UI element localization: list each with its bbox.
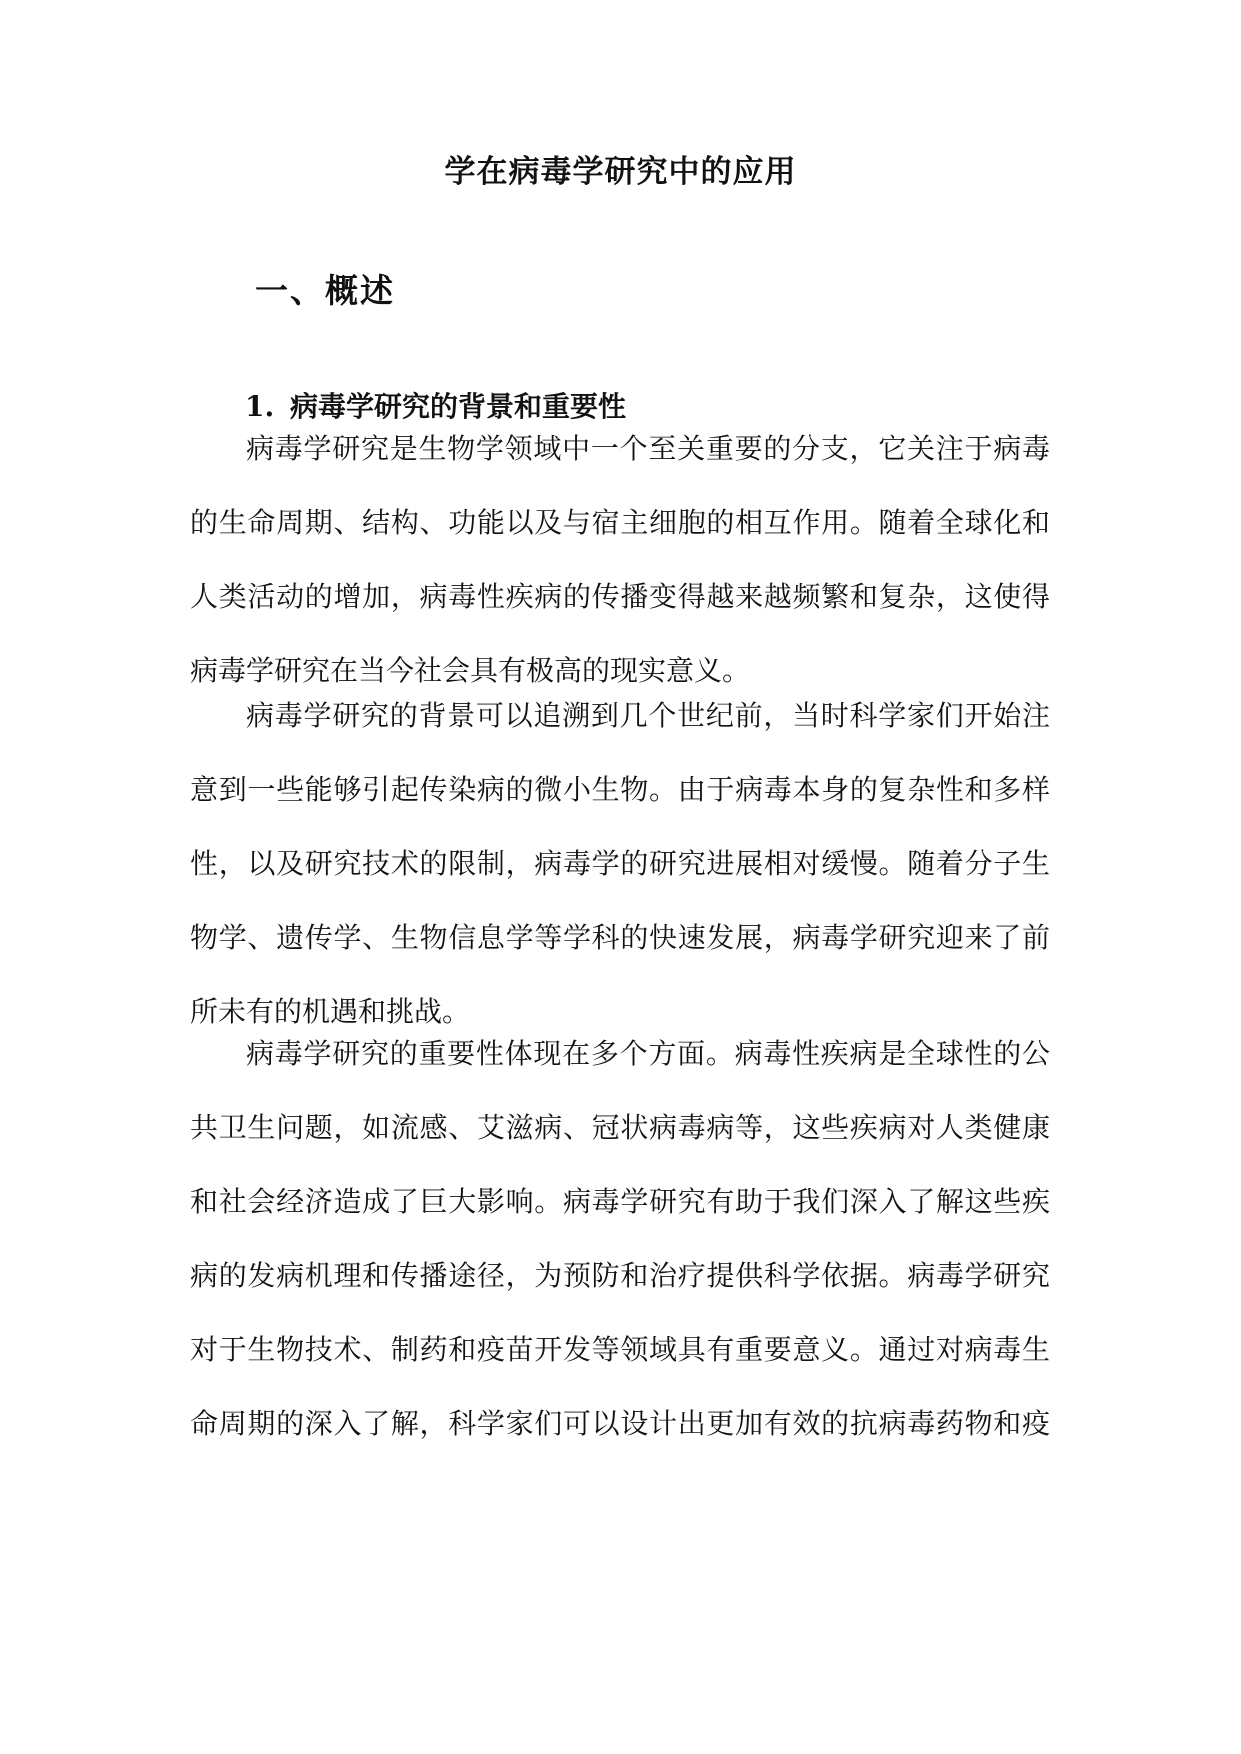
paragraph-line: 病毒学研究是生物学领域中一个至关重要的分支，它关注于病毒: [246, 432, 1050, 465]
paragraph-2: [190, 679, 1050, 1049]
subsection-title: 病毒学研究的背景和重要性: [290, 390, 627, 423]
paragraph-line: 物学、遗传学、生物信息学等学科的快速发展，病毒学研究迎来了前: [190, 921, 1050, 954]
document-title: 学在病毒学研究中的应用: [444, 154, 797, 190]
paragraph-line: 病毒学研究的背景可以追溯到几个世纪前，当时科学家们开始注: [246, 699, 1050, 732]
subsection-number: 1.: [245, 390, 275, 423]
paragraph-line: 所未有的机遇和挑战。: [190, 995, 471, 1028]
paragraph-line: 的生命周期、结构、功能以及与宿主细胞的相互作用。随着全球化和: [190, 506, 1050, 539]
paragraph-line: 命周期的深入了解，科学家们可以设计出更加有效的抗病毒药物和疫: [190, 1407, 1050, 1440]
paragraph-line: 病毒学研究在当今社会具有极高的现实意义。: [190, 654, 751, 687]
paragraph-1: [190, 412, 1050, 708]
paragraph-line: 意到一些能够引起传染病的微小生物。由于病毒本身的复杂性和多样: [190, 773, 1050, 806]
paragraph-line: 病的发病机理和传播途径，为预防和治疗提供科学依据。病毒学研究: [190, 1259, 1050, 1292]
paragraph-line: 人类活动的增加，病毒性疾病的传播变得越来越频繁和复杂，这使得: [190, 580, 1050, 613]
section-heading-overview: 一、概述: [255, 271, 395, 310]
paragraph-line: 共卫生问题，如流感、艾滋病、冠状病毒病等，这些疾病对人类健康: [190, 1111, 1050, 1144]
paragraph-line: 和社会经济造成了巨大影响。病毒学研究有助于我们深入了解这些疾: [190, 1185, 1050, 1218]
paragraph-line: 病毒学研究的重要性体现在多个方面。病毒性疾病是全球性的公: [246, 1037, 1050, 1070]
paragraph-line: 对于生物技术、制药和疫苗开发等领域具有重要意义。通过对病毒生: [190, 1333, 1050, 1366]
paragraph-line: 性，以及研究技术的限制，病毒学的研究进展相对缓慢。随着分子生: [190, 847, 1050, 880]
paragraph-3: [190, 1017, 1050, 1461]
